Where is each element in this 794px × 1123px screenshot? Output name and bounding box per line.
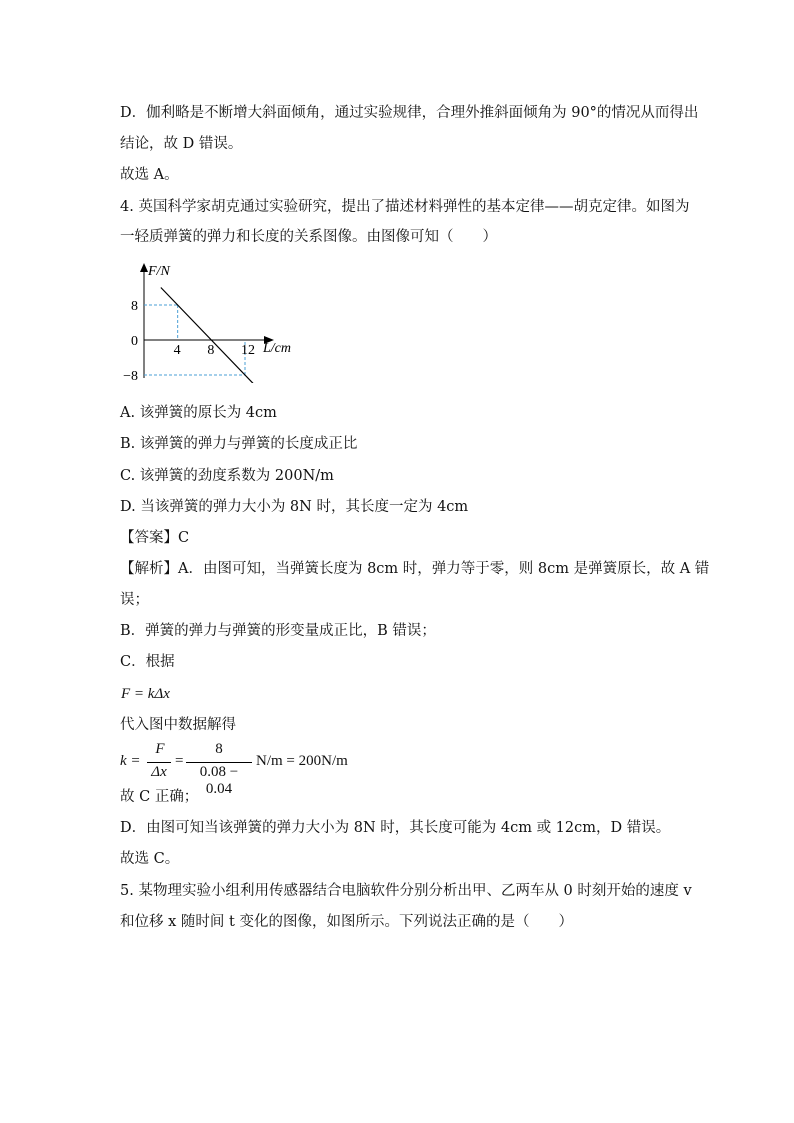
option-a: A. 该弹簧的原长为 4cm [120, 405, 277, 421]
x-tick-label: 12 [241, 343, 255, 358]
question-5-stem: 和位移 x 随时间 t 变化的图像，如图所示。下列说法正确的是（ ） [120, 914, 573, 930]
text-line: 结论，故 D 错误。 [120, 136, 243, 152]
y-axis-arrow [140, 263, 148, 272]
x-tick-label: 8 [207, 343, 215, 358]
y-tick-label: 8 [131, 299, 138, 314]
explanation-line: C．根据 [120, 654, 175, 670]
series-line [161, 288, 254, 384]
text-line: D．伽利略是不断增大斜面倾角，通过实验规律，合理外推斜面倾角为 90°的情况从而得出 [120, 105, 699, 121]
y-tick-label: −8 [123, 369, 138, 383]
x-axis-label: L/cm [263, 341, 291, 356]
fraction-denominator: Δx [151, 764, 167, 780]
formula-k-rhs: N/m = 200N/m [256, 753, 348, 769]
option-b: B. 该弹簧的弹力与弹簧的长度成正比 [120, 436, 358, 452]
explanation-line: 【解析】A．由图可知，当弹簧长度为 8cm 时，弹力等于零，则 8cm 是弹簧原长，故 A 错 [120, 561, 710, 577]
explanation-line: B．弹簧的弹力与弹簧的形变量成正比，B 错误； [120, 623, 436, 639]
fraction-denominator: 0.08 − 0.04 [199, 764, 239, 797]
option-d: D. 当该弹簧的弹力大小为 8N 时，其长度一定为 4cm [120, 499, 469, 515]
fraction-bar [147, 762, 171, 763]
fraction-bar [186, 762, 252, 763]
question-4-stem: 一轻质弹簧的弹力和长度的关系图像。由图像可知（ ） [120, 229, 497, 245]
y-tick-label: 0 [131, 334, 138, 349]
answer: 【答案】C [120, 530, 190, 546]
equals-sign: = [175, 753, 184, 769]
text-line: 故选 A。 [120, 167, 179, 183]
fraction-numerator: F [155, 741, 165, 757]
explanation-line: 故选 C。 [120, 851, 180, 867]
fraction-numerator: 8 [215, 741, 223, 757]
explanation-line: 代入图中数据解得 [120, 717, 236, 733]
option-c: C. 该弹簧的劲度系数为 200N/m [120, 468, 334, 484]
explanation-line: 误； [120, 592, 149, 608]
question-4-stem: 4. 英国科学家胡克通过实验研究，提出了描述材料弹性的基本定律——胡克定律。如图为 [120, 199, 690, 215]
x-tick-label: 4 [173, 343, 181, 358]
explanation-line: 故 C 正确； [120, 789, 199, 805]
explanation-line: D．由图可知当该弹簧的弹力大小为 8N 时，其长度可能为 4cm 或 12cm，D 错误。 [120, 820, 671, 836]
y-axis-label: F/N [148, 264, 170, 279]
formula-k-lhs: k = [120, 753, 141, 769]
question-5-stem: 5. 某物理实验小组利用传感器结合电脑软件分别分析出甲、乙两车从 0 时刻开始的速度 v [120, 883, 692, 899]
formula-hooke: F = kΔx [121, 686, 170, 702]
spring-force-length-graph [118, 258, 318, 383]
